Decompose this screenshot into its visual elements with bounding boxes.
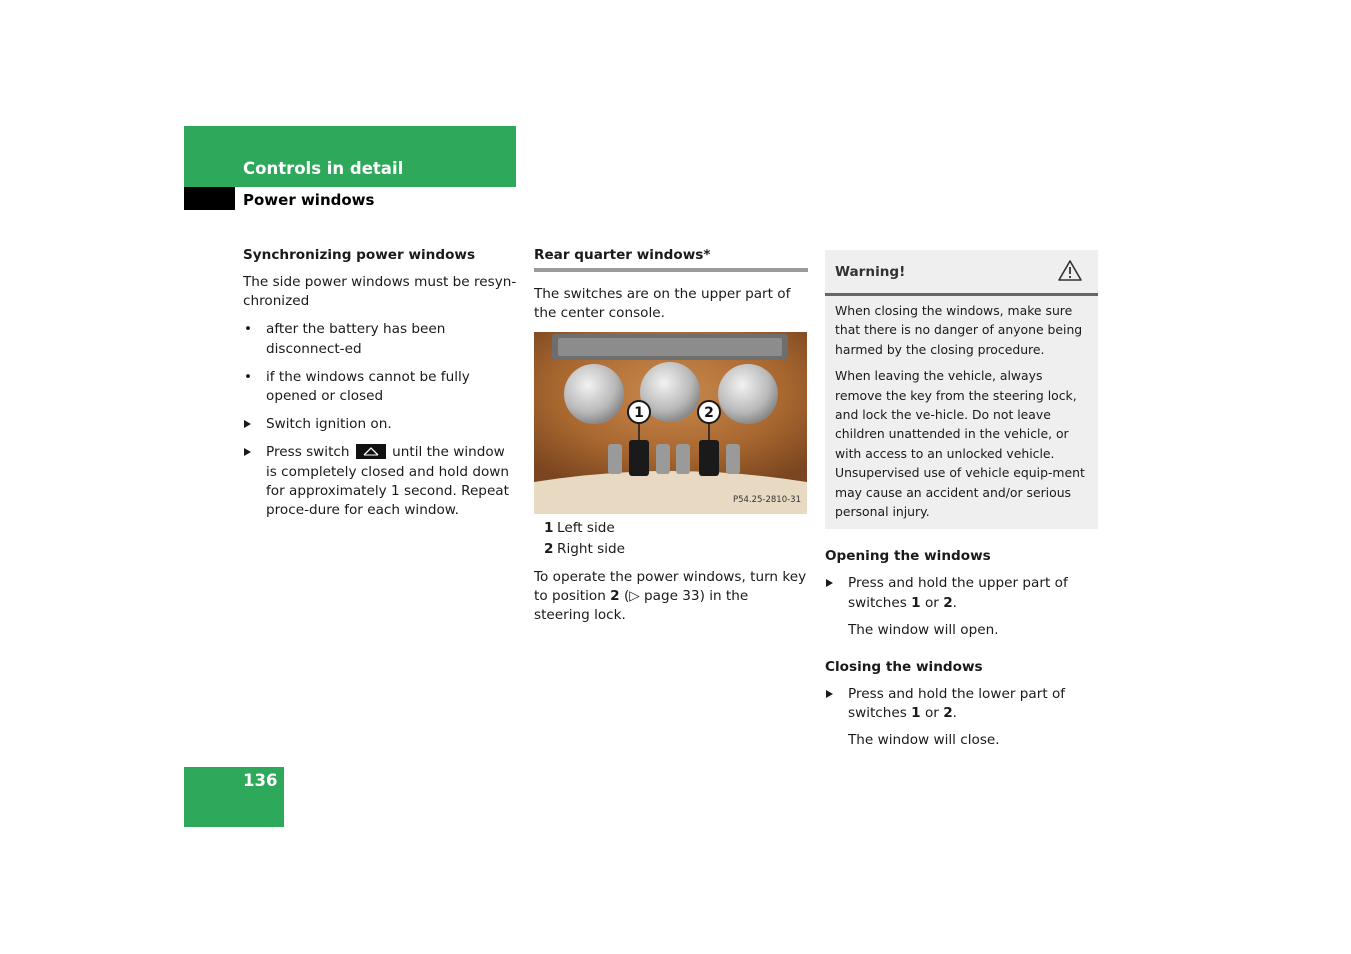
step-arrow-icon [244,420,251,428]
opening-result: The window will open. [848,621,999,638]
sync-heading: Synchronizing power windows [243,247,476,263]
chapter-title: Controls in detail [243,159,404,178]
sync-intro: The side power windows must be resyn-chronized [243,274,517,310]
section-title: Power windows [243,191,375,209]
bullet-item: • if the windows cannot be fully opened or closed [244,368,470,405]
column-synchronizing [243,246,519,520]
closing-result: The window will close. [848,732,1000,749]
bullet-icon: • [244,321,253,338]
section-marker [184,187,235,210]
warning-triangle-icon [1057,259,1083,288]
step-item: Press switch until the window is completely closed and hold down for approximately 1 second. Repeat proce-dure for each window. [243,443,519,520]
closing-heading: Closing the windows [825,659,983,676]
legend-item: 1 Left side [544,520,615,537]
warning-box [825,250,1098,529]
step-arrow-icon [826,690,833,698]
step-arrow-icon [826,579,833,587]
legend-item: 2 Right side [544,540,625,557]
bullet-icon: • [244,368,253,385]
page-number: 136 [243,771,278,790]
window-up-switch-icon [356,444,386,459]
photo-code: P54.25-2810-31 [732,495,801,506]
rear-intro: The switches are on the upper part of the center console. [534,286,791,322]
warning-title: Warning! [835,264,906,280]
step-item: Switch ignition on. [243,415,519,434]
opening-heading: Opening the windows [825,548,991,565]
column-warning [825,250,1098,751]
column-rear-quarter [534,246,808,625]
warning-text: When closing the windows, make sure that there is no danger of anyone being harmed by the closing procedure. When leaving the vehicle, always remove the key from the steering lock, and lock the ve-hicle. Do not leave children unattended in the vehicle, or with access to an unlocked vehicle. Unsupervised use of vehicle equip-ment may cause an accident and/or serious personal injury. [835,303,1085,520]
callout-2: 2 [704,405,714,422]
warning-header [825,250,1098,296]
bullet-item: • after the battery has been disconnect-ed [244,321,446,357]
heading-rule [534,268,808,272]
callout-1: 1 [634,405,644,422]
step-arrow-icon [244,448,251,456]
center-console-photo [534,332,807,514]
key-position-note: To operate the power windows, turn key to position 2 (▷ page 33) in the steering lock. [534,568,807,624]
step-item: Press and hold the upper part of switches 1 or 2. [825,574,1098,612]
step-item: Press and hold the lower part of switches 1 or 2. [825,685,1098,723]
rear-heading: Rear quarter windows* [534,247,711,263]
